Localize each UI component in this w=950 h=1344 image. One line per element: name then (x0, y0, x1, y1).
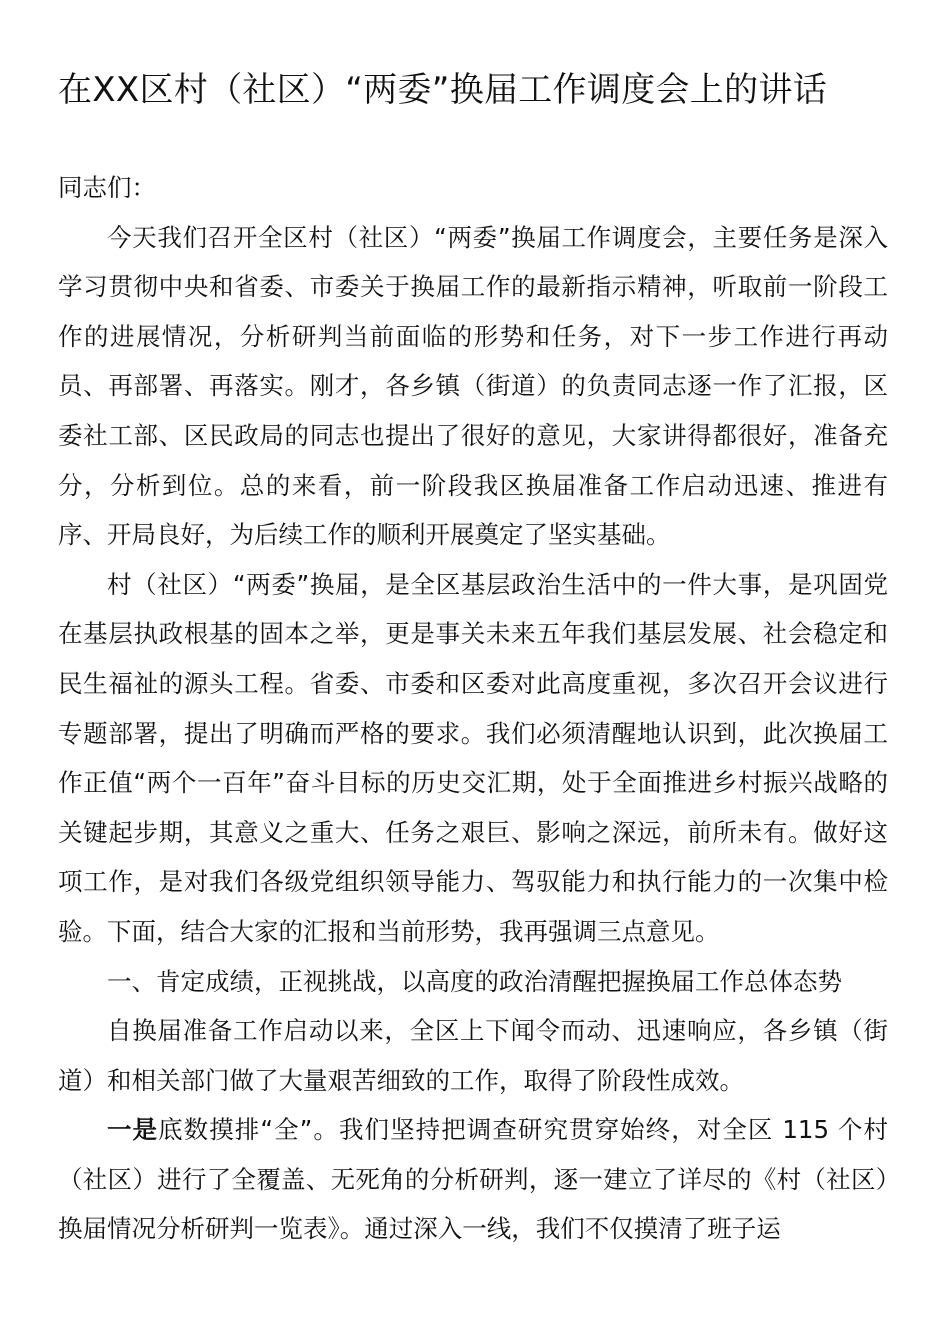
paragraph-significance: 村（社区）“两委”换届，是全区基层政治生活中的一件大事，是巩固党在基层执政根基的固本之举，更是事关未来五年我们基层发展、社会稳定和民生福祉的源头工程。省委、市委和区委对此高度重视，多次召开会议进行专题部署，提出了明确而严格的要求。我们必须清醒地认识到，此次换届工作正值“两个一百年”奋斗目标的历史交汇期，处于全面推进乡村振兴战略的关键起步期，其意义之重大、任务之艰巨、影响之深远，前所未有。做好这项工作，是对我们各级党组织领导能力、驾驭能力和执行能力的一次集中检验。下面，结合大家的汇报和当前形势，我再强调三点意见。 (58, 569, 888, 946)
document-body (58, 163, 888, 1254)
section-paragraph: 自换届准备工作启动以来，全区上下闻令而动、迅速响应，各乡镇（街道）和相关部门做了大量艰苦细致的工作，取得了阶段性成效。 (58, 1016, 888, 1095)
document-title: 在XX区村（社区）“两委”换届工作调度会上的讲话 (58, 70, 828, 110)
salutation: 同志们： (58, 173, 156, 202)
point-one-text: 底数摸排“全”。我们坚持把调查研究贯穿始终，对全区 115 个村（社区）进行了全覆盖、无死角的分析研判，逐一建立了详尽的《村（社区）换届情况分析研判一览表》。通过深入一线，我们不仅摸清了班子运 (58, 1115, 888, 1244)
section-heading: 一、肯定成绩，正视挑战，以高度的政治清醒把握换届工作总体态势 (107, 966, 842, 996)
paragraph-intro: 今天我们召开全区村（社区）“两委”换届工作调度会，主要任务是深入学习贯彻中央和省委、市委关于换届工作的最新指示精神，听取前一阶段工作的进展情况，分析研判当前面临的形势和任务，对下一步工作进行再动员、再部署、再落实。刚才，各乡镇（街道）的负责同志逐一作了汇报，区委社工部、区民政局的同志也提出了很好的意见，大家讲得都很好，准备充分，分析到位。总的来看，前一阶段我区换届准备工作启动迅速、推进有序、开局良好，为后续工作的顺利开展奠定了坚实基础。 (58, 222, 888, 550)
point-one-lead: 一是 (107, 1115, 159, 1145)
point-one-paragraph (58, 1105, 888, 1254)
